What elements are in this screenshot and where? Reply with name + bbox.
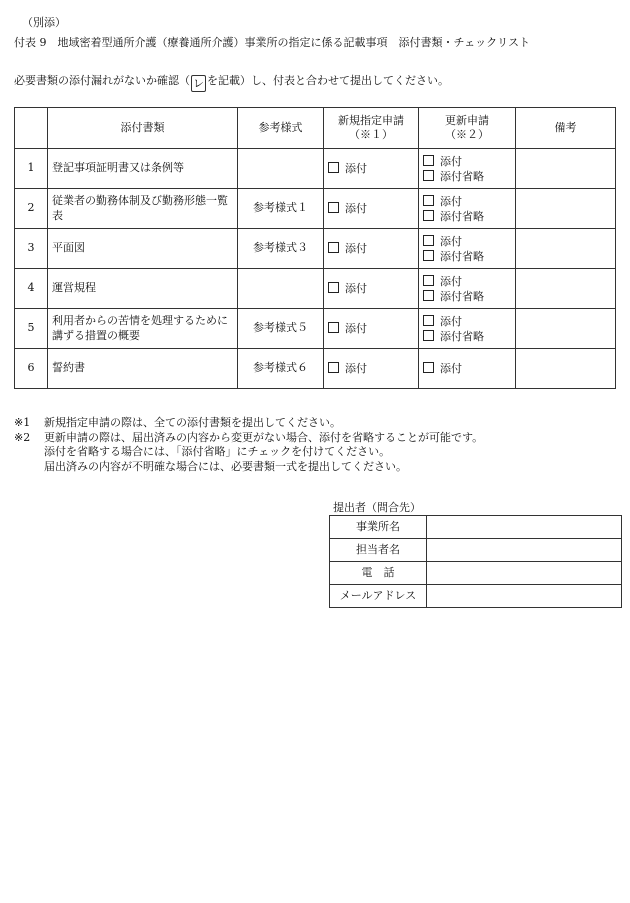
renew-omit-checkbox[interactable]	[423, 289, 511, 304]
row-new-cell	[324, 269, 419, 309]
email-label: メールアドレス	[330, 585, 427, 608]
renew-omit-checkbox[interactable]	[423, 169, 511, 184]
footnote-2-line3: 届出済みの内容が不明確な場合には、必要書類一式を提出してください。	[44, 459, 407, 473]
new-attach-checkbox[interactable]	[328, 361, 414, 376]
row-reference-form: 参考様式３	[238, 229, 324, 269]
row-number: 3	[15, 229, 48, 269]
header-number	[15, 108, 48, 149]
checkbox-icon	[423, 290, 434, 301]
footnotes	[14, 416, 483, 474]
contact-row-person	[330, 539, 622, 562]
checkbox-icon	[423, 195, 434, 206]
renew-omit-checkbox[interactable]	[423, 209, 511, 224]
table-header-row	[15, 108, 616, 149]
row-new-cell	[324, 309, 419, 349]
checkbox-label: 添付省略	[440, 249, 484, 263]
row-reference-form: 参考様式６	[238, 349, 324, 389]
contact-row-email	[330, 585, 622, 608]
checkbox-label: 添付	[440, 314, 462, 328]
office-name-label: 事業所名	[330, 516, 427, 539]
contact-row-phone	[330, 562, 622, 585]
row-renew-cell	[419, 309, 516, 349]
row-number: 4	[15, 269, 48, 309]
contact-row-office	[330, 516, 622, 539]
new-attach-checkbox[interactable]	[328, 161, 414, 176]
checkbox-label: 添付	[345, 282, 367, 295]
checkbox-label: 添付	[345, 322, 367, 335]
renew-omit-checkbox[interactable]	[423, 329, 511, 344]
row-remarks[interactable]	[516, 349, 616, 389]
row-reference-form	[238, 149, 324, 189]
attachment-checklist-table	[14, 107, 616, 389]
phone-field[interactable]	[427, 562, 622, 585]
checkbox-label: 添付省略	[440, 169, 484, 183]
row-document-name: 利用者からの苦情を処理するために講ずる措置の概要	[48, 309, 238, 349]
new-attach-checkbox[interactable]	[328, 241, 414, 256]
row-remarks[interactable]	[516, 309, 616, 349]
checkbox-label: 添付	[440, 234, 462, 248]
row-remarks[interactable]	[516, 189, 616, 229]
row-document-name: 平面図	[48, 229, 238, 269]
row-renew-cell	[419, 229, 516, 269]
new-attach-checkbox[interactable]	[328, 201, 414, 216]
checkbox-label: 添付	[345, 362, 367, 375]
checkbox-label: 添付	[345, 202, 367, 215]
row-number: 2	[15, 189, 48, 229]
checkbox-label: 添付省略	[440, 289, 484, 303]
footnote-2-line2: 添付を省略する場合には、「添付省略」にチェックを付けてください。	[44, 445, 391, 458]
checkbox-icon	[423, 315, 434, 326]
checkbox-icon	[423, 235, 434, 246]
row-new-cell	[324, 149, 419, 189]
row-new-cell	[324, 229, 419, 269]
submitter-label: 提出者（問合先）	[333, 501, 421, 514]
instruction-text	[14, 74, 449, 92]
footnote-1	[14, 416, 483, 431]
renew-attach-checkbox[interactable]	[423, 314, 511, 329]
checkbox-icon	[328, 362, 339, 373]
row-reference-form: 参考様式１	[238, 189, 324, 229]
row-number: 1	[15, 149, 48, 189]
checkbox-icon	[423, 275, 434, 286]
row-remarks[interactable]	[516, 149, 616, 189]
row-renew-cell	[419, 349, 516, 389]
header-reference-form: 参考様式	[238, 108, 324, 149]
row-renew-cell	[419, 149, 516, 189]
table-row	[15, 149, 616, 189]
table-row	[15, 269, 616, 309]
header-new-line1: 新規指定申請	[338, 113, 404, 127]
checkbox-label: 添付省略	[440, 329, 484, 343]
contact-person-field[interactable]	[427, 539, 622, 562]
email-field[interactable]	[427, 585, 622, 608]
checkbox-icon	[423, 155, 434, 166]
checkbox-icon	[328, 282, 339, 293]
row-renew-cell	[419, 189, 516, 229]
header-new-application	[324, 108, 419, 149]
submitter-contact-table	[329, 515, 622, 608]
checkbox-icon	[328, 322, 339, 333]
header-renewal-application	[419, 108, 516, 149]
row-document-name: 誓約書	[48, 349, 238, 389]
renew-attach-checkbox[interactable]	[423, 194, 511, 209]
table-row	[15, 189, 616, 229]
row-renew-cell	[419, 269, 516, 309]
row-new-cell	[324, 189, 419, 229]
row-remarks[interactable]	[516, 229, 616, 269]
row-new-cell	[324, 349, 419, 389]
checkbox-label: 添付省略	[440, 209, 484, 223]
checkbox-icon	[423, 210, 434, 221]
renew-omit-checkbox[interactable]	[423, 249, 511, 264]
footnote-2-mark: ※2	[14, 430, 31, 444]
footnote-2	[14, 431, 483, 446]
checkbox-icon	[328, 202, 339, 213]
document-title: 付表 9 地域密着型通所介護（療養通所介護）事業所の指定に係る記載事項 添付書類・チェックリスト	[14, 36, 530, 49]
row-number: 6	[15, 349, 48, 389]
row-document-name: 登記事項証明書又は条例等	[48, 149, 238, 189]
header-new-line2: （※１）	[349, 128, 393, 141]
renew-attach-checkbox[interactable]	[423, 234, 511, 249]
checkbox-icon	[423, 250, 434, 261]
row-document-name: 運営規程	[48, 269, 238, 309]
row-document-name: 従業者の勤務体制及び勤務形態一覧表	[48, 189, 238, 229]
footnote-1-text: 新規指定申請の際は、全ての添付書類を提出してください。	[44, 416, 341, 429]
table-row	[15, 229, 616, 269]
footnote-2-line1: 更新申請の際は、届出済みの内容から変更がない場合、添付を省略することが可能です。	[44, 430, 484, 444]
checkbox-icon	[423, 362, 434, 373]
checkbox-label: 添付	[440, 154, 462, 168]
header-renew-line1: 更新申請	[445, 113, 489, 127]
checkbox-label: 添付	[345, 242, 367, 255]
renew-attach-checkbox[interactable]	[423, 274, 511, 289]
checkbox-label: 添付	[345, 162, 367, 175]
row-number: 5	[15, 309, 48, 349]
footnote-1-mark: ※1	[14, 416, 31, 429]
header-remarks: 備考	[516, 108, 616, 149]
table-row	[15, 309, 616, 349]
header-document: 添付書類	[48, 108, 238, 149]
office-name-field[interactable]	[427, 516, 622, 539]
checkbox-icon	[423, 170, 434, 181]
checkbox-icon	[328, 242, 339, 253]
checkbox-label: 添付	[440, 362, 462, 375]
instruction-before: 必要書類の添付漏れがないか確認（	[14, 74, 190, 87]
renew-attach-checkbox[interactable]	[423, 154, 511, 169]
row-reference-form: 参考様式５	[238, 309, 324, 349]
instruction-after: を記載）し、付表と合わせて提出してください。	[207, 74, 449, 87]
check-mark-example: レ	[193, 77, 204, 90]
checkbox-icon	[328, 162, 339, 173]
checkbox-label: 添付	[440, 274, 462, 288]
attachment-note: （別添）	[22, 16, 66, 29]
checkbox-icon	[423, 330, 434, 341]
new-attach-checkbox[interactable]	[328, 281, 414, 296]
table-row	[15, 349, 616, 389]
contact-person-label: 担当者名	[330, 539, 427, 562]
row-remarks[interactable]	[516, 269, 616, 309]
phone-label: 電 話	[330, 562, 427, 585]
new-attach-checkbox[interactable]	[328, 321, 414, 336]
header-renew-line2: （※２）	[445, 128, 489, 141]
renew-attach-checkbox[interactable]	[423, 361, 511, 376]
row-reference-form	[238, 269, 324, 309]
checkbox-label: 添付	[440, 194, 462, 208]
